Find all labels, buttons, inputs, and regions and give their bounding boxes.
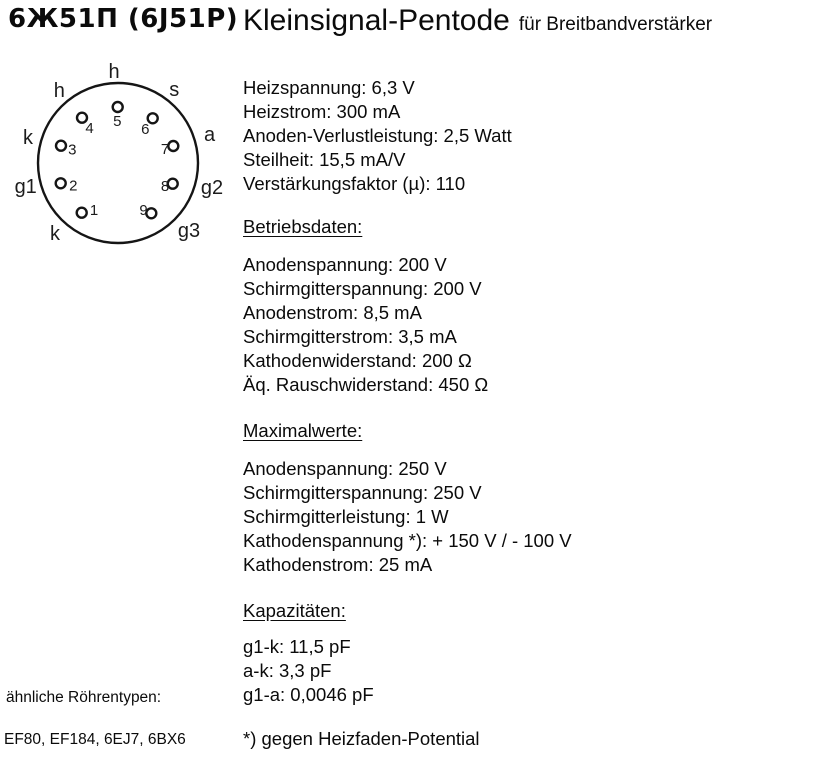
spec-line: Schirmgitterspannung: 250 V — [243, 482, 482, 503]
spec-line: Kathodenwiderstand: 200 Ω — [243, 350, 472, 371]
pin-number-6: 6 — [141, 121, 150, 138]
spec-line: Anodenstrom: 8,5 mA — [243, 302, 422, 323]
section-heading-maximalwerte: Maximalwerte: — [243, 420, 363, 441]
section-heading-kapazitaeten: Kapazitäten: — [243, 600, 346, 621]
similar-tubes-list: EF80, EF184, 6EJ7, 6BX6 — [4, 731, 186, 748]
betriebsdaten-block — [243, 253, 488, 397]
spec-line: Schirmgitterstrom: 3,5 mA — [243, 326, 457, 347]
pin-8-dot — [168, 179, 178, 189]
pin-number-2: 2 — [69, 177, 78, 195]
spec-line: a-k: 3,3 pF — [243, 660, 332, 681]
footnote-text: *) gegen Heizfaden-Potential — [243, 728, 480, 749]
page-title: Kleinsignal-Pentode — [243, 4, 510, 37]
tube-designation: 6Ж51П (6J51P) — [8, 4, 239, 34]
electrode-label-grid3: g3 — [177, 220, 201, 242]
pin-7-dot — [168, 141, 178, 151]
spec-line: Anodenspannung: 250 V — [243, 458, 447, 479]
electrode-label-cathode-left: k — [23, 127, 33, 149]
spec-line: Anoden-Verlustleistung: 2,5 Watt — [243, 125, 512, 146]
pin-number-7: 7 — [160, 141, 170, 158]
pin-number-8: 8 — [160, 178, 170, 195]
spec-line: Heizstrom: 300 mA — [243, 101, 401, 122]
pin-9-dot — [146, 208, 156, 218]
electrode-label-grid2: g2 — [200, 177, 224, 199]
pin-2-dot — [56, 178, 66, 188]
spec-line: Steilheit: 15,5 mA/V — [243, 149, 406, 170]
electrode-label-cathode-bottom: k — [50, 223, 60, 245]
spec-line: Schirmgitterleistung: 1 W — [243, 506, 449, 527]
spec-line: Schirmgitterspannung: 200 V — [243, 278, 482, 299]
spec-line: Verstärkungsfaktor (µ): 110 — [243, 173, 466, 194]
pin-1-dot — [77, 208, 87, 218]
footnote — [243, 727, 480, 751]
electrode-label-heater-left: h — [53, 80, 65, 102]
pin-number-9: 9 — [139, 202, 148, 219]
electrode-label-heater-top: h — [108, 61, 120, 83]
kapazitaeten-block — [243, 635, 374, 707]
electrode-label-grid1: g1 — [14, 176, 37, 198]
spec-line: Kathodenspannung *): + 150 V / - 100 V — [243, 530, 572, 551]
section-heading-betriebsdaten: Betriebsdaten: — [243, 216, 363, 237]
spec-line: g1-a: 0,0046 pF — [243, 684, 374, 705]
page-title-group — [243, 4, 712, 38]
electrode-label-shield: s — [169, 79, 180, 101]
similar-tubes-label: ähnliche Röhrentypen: — [6, 689, 162, 706]
pin-number-4: 4 — [85, 120, 94, 137]
pin-3-dot — [56, 141, 66, 151]
pin-number-5: 5 — [113, 113, 122, 130]
spec-line: Kathodenstrom: 25 mA — [243, 554, 433, 575]
pin-number-1: 1 — [89, 202, 99, 219]
spec-line: g1-k: 11,5 pF — [243, 636, 351, 657]
spec-line: Anodenspannung: 200 V — [243, 254, 447, 275]
spec-line: Äq. Rauschwiderstand: 450 Ω — [243, 374, 489, 395]
electrode-label-anode: a — [203, 124, 216, 146]
general-data-block — [243, 76, 512, 196]
pin-5-dot — [113, 102, 123, 112]
maximalwerte-block — [243, 457, 572, 577]
pin-number-3: 3 — [68, 141, 77, 159]
spec-line: Heizspannung: 6,3 V — [243, 77, 415, 98]
pinout-diagram — [0, 60, 236, 260]
page-subtitle: für Breitbandverstärker — [518, 14, 713, 35]
